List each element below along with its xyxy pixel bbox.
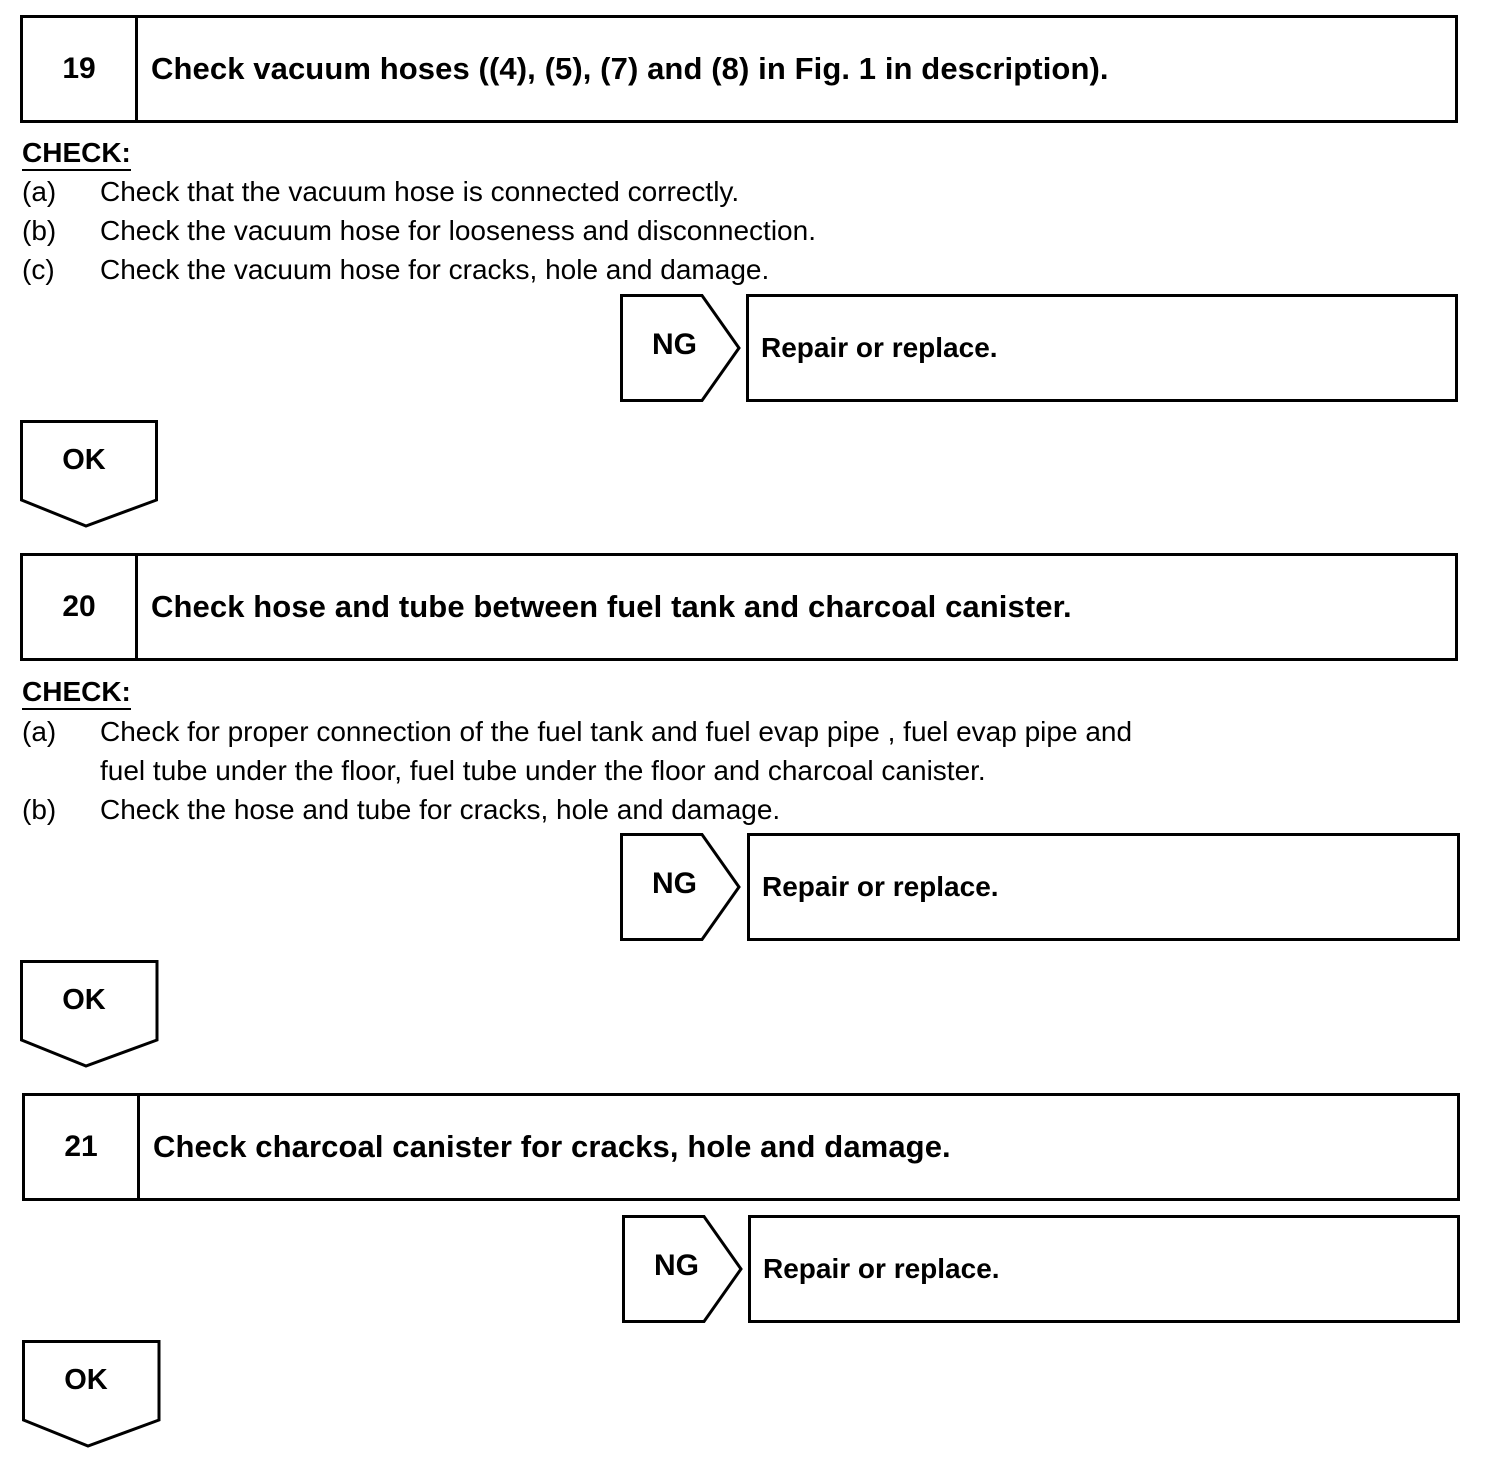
ng-label: NG (652, 867, 697, 900)
ng-label: NG (654, 1249, 699, 1282)
check-item (22, 790, 780, 829)
ng-action-box: Repair or replace. (747, 833, 1460, 941)
item-text-continuation: fuel tube under the floor, fuel tube under the floor and charcoal canister. (100, 755, 986, 786)
ok-indicator (22, 1340, 162, 1450)
item-marker: (b) (22, 794, 57, 825)
check-item (22, 250, 769, 289)
step-title: Check charcoal canister for cracks, hole and damage. (153, 1129, 951, 1164)
item-marker: (a) (22, 716, 57, 747)
step-title: Check vacuum hoses ((4), (5), (7) and (8) in Fig. 1 in description). (151, 51, 1109, 86)
item-text: Check the vacuum hose for cracks, hole and damage. (100, 254, 770, 285)
step-19-header (20, 15, 1458, 123)
ok-label: OK (64, 1364, 108, 1396)
check-item-continuation (22, 751, 986, 790)
item-marker: (c) (22, 254, 55, 285)
check-item (22, 712, 1132, 751)
ok-label: OK (62, 444, 106, 476)
item-marker: (a) (22, 176, 57, 207)
step-number: 19 (23, 18, 138, 120)
item-text: Check that the vacuum hose is connected correctly. (100, 176, 740, 207)
ng-indicator (620, 833, 742, 941)
item-text: Check for proper connection of the fuel tank and fuel evap pipe , fuel evap pipe and (100, 716, 1133, 747)
check-item (22, 172, 739, 211)
step-21-header (22, 1093, 1460, 1201)
ok-indicator (20, 420, 160, 530)
ng-indicator (622, 1215, 744, 1323)
check-item (22, 211, 816, 250)
ok-indicator (20, 960, 160, 1070)
step-number: 21 (25, 1096, 140, 1198)
check-label: CHECK: (22, 677, 131, 710)
step-20-header (20, 553, 1458, 661)
ok-label: OK (62, 984, 106, 1016)
item-text: Check the hose and tube for cracks, hole and damage. (100, 794, 781, 825)
step-number: 20 (23, 556, 138, 658)
item-marker: (b) (22, 215, 57, 246)
ng-label: NG (652, 328, 697, 361)
ng-action-box: Repair or replace. (746, 294, 1458, 402)
step-title: Check hose and tube between fuel tank and charcoal canister. (151, 589, 1072, 624)
ng-indicator (620, 294, 742, 402)
item-text: Check the vacuum hose for looseness and disconnection. (100, 215, 816, 246)
ng-action-box: Repair or replace. (748, 1215, 1460, 1323)
check-label: CHECK: (22, 138, 131, 171)
